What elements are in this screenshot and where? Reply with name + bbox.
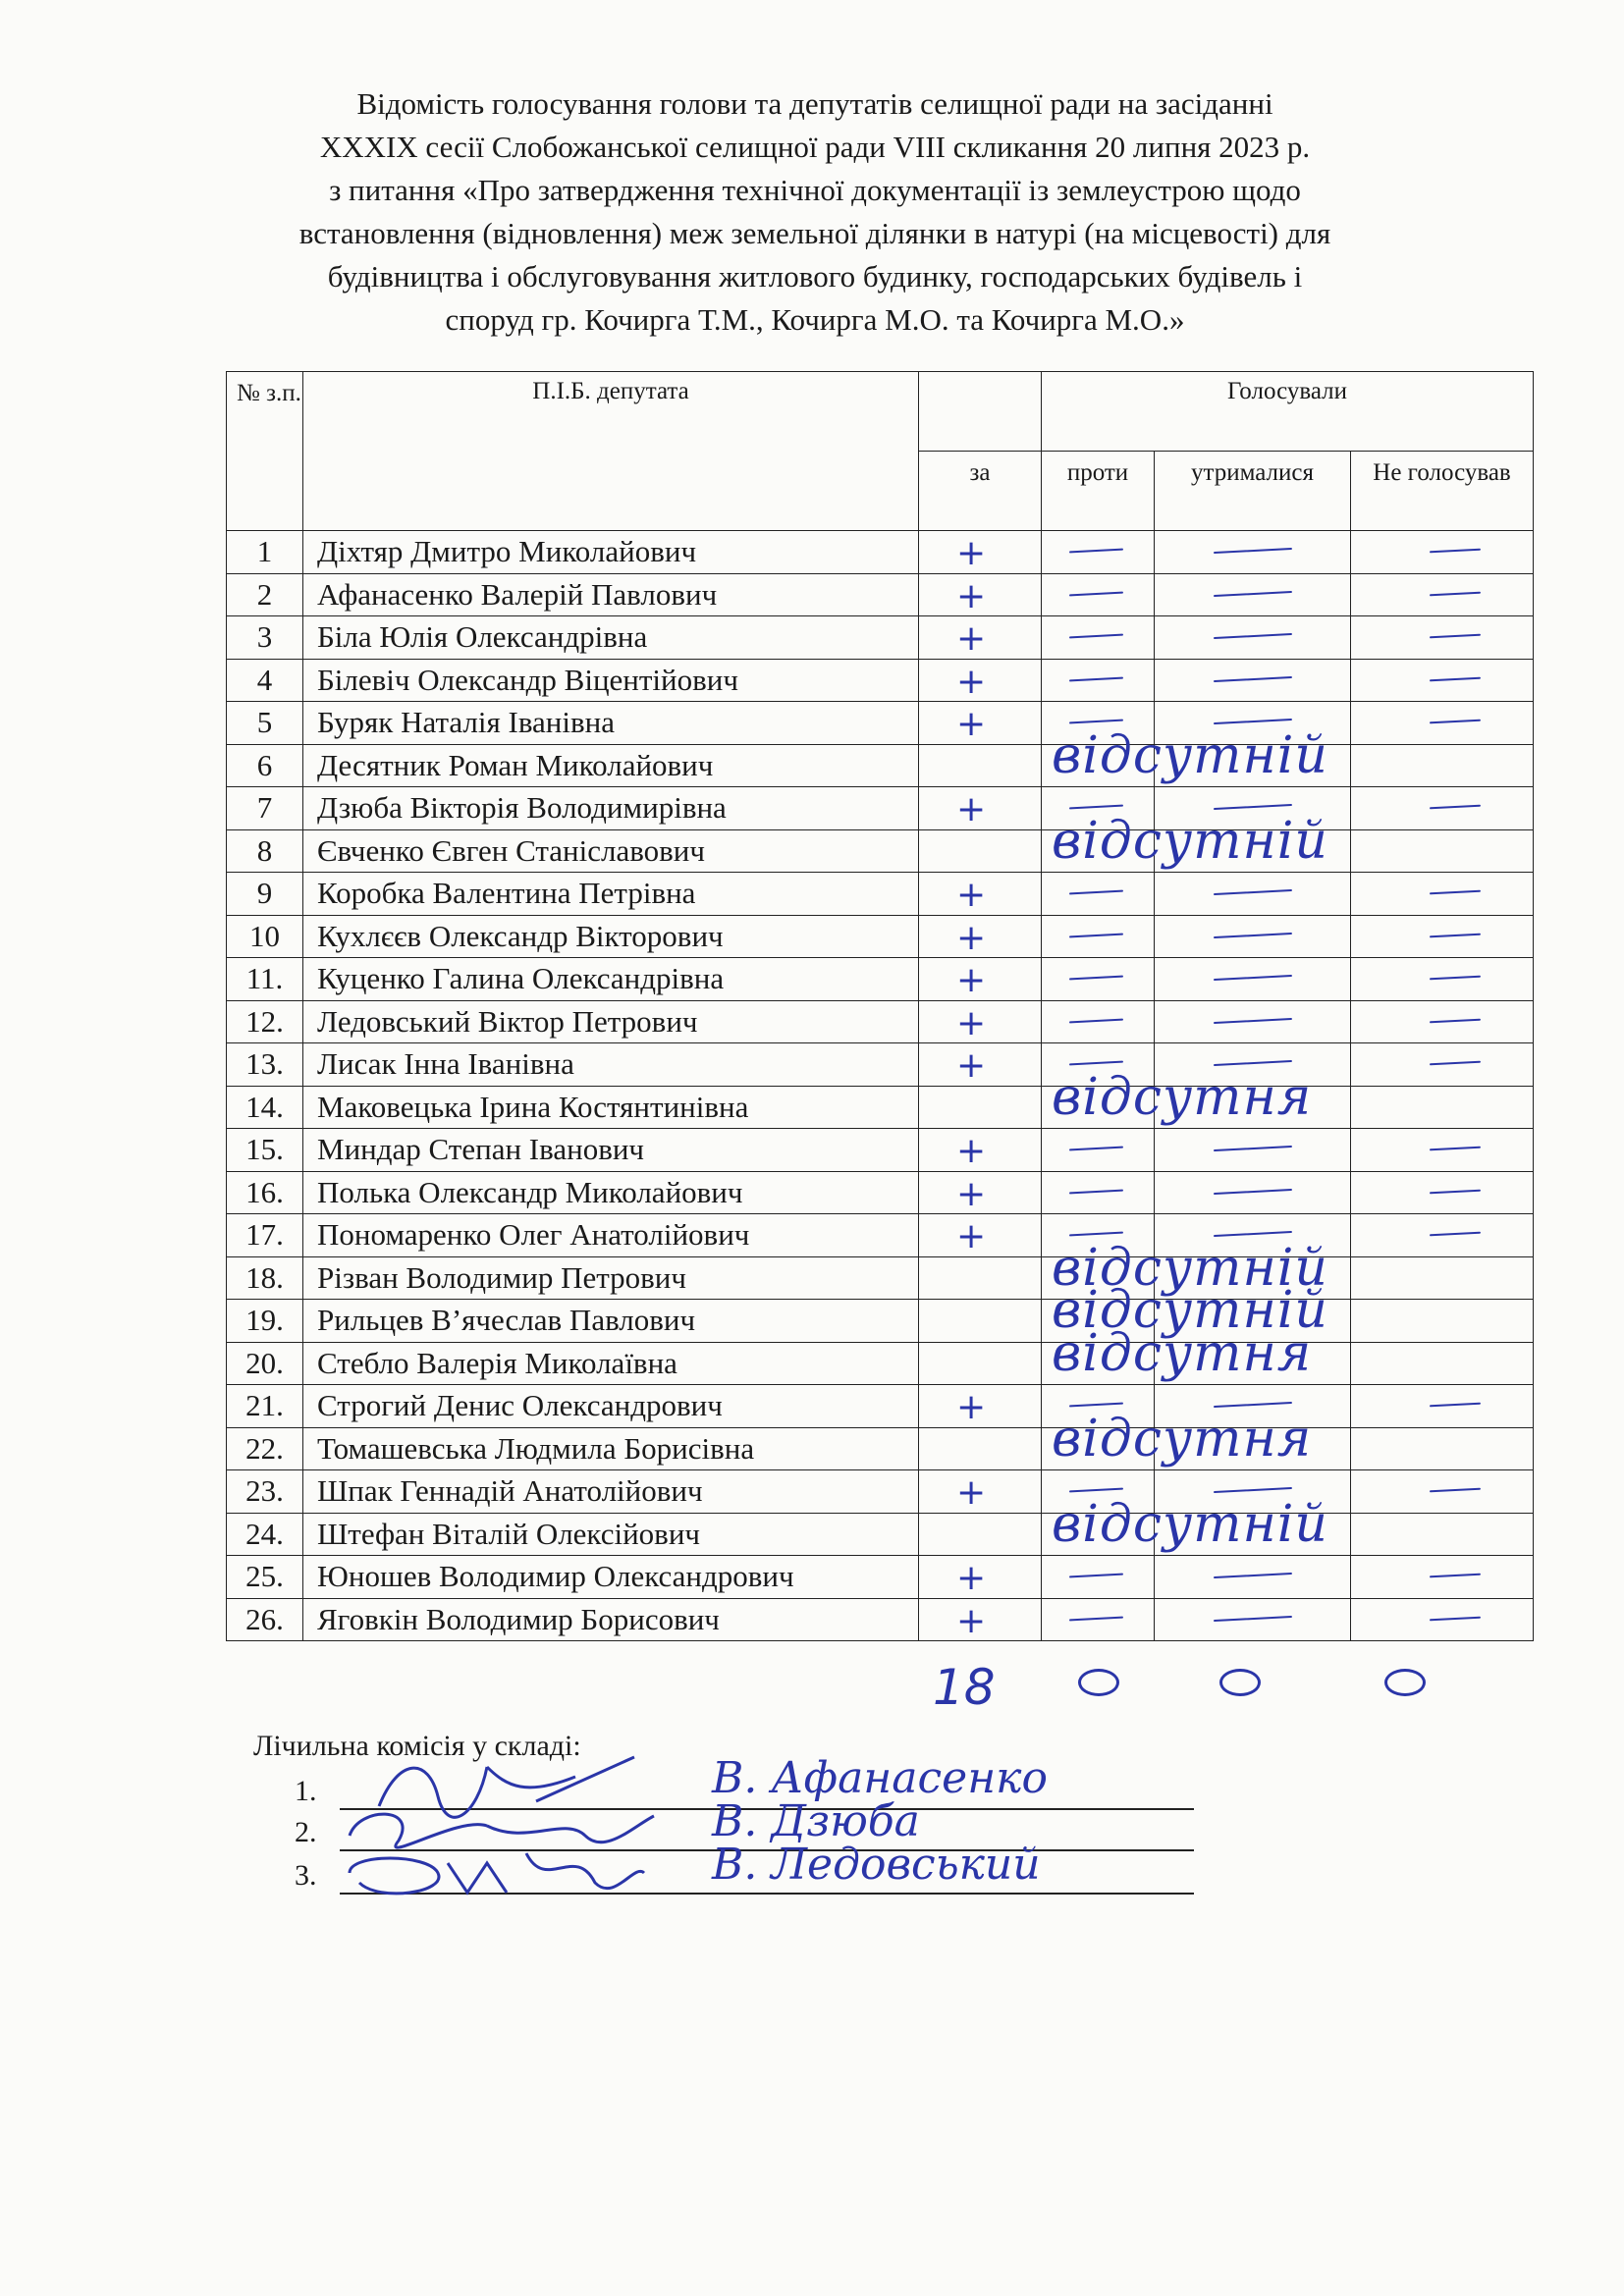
vote-for-cell bbox=[919, 1171, 1042, 1214]
dash-mark bbox=[1214, 675, 1292, 681]
vote-abstain-cell bbox=[1155, 873, 1351, 916]
vote-for-cell bbox=[919, 1067, 1313, 1129]
vote-for-mark: + bbox=[956, 1558, 987, 1598]
dash-mark bbox=[1069, 1018, 1123, 1023]
absent-note: відсутній bbox=[1052, 1281, 1328, 1340]
table-row bbox=[227, 1300, 1534, 1343]
dash-mark bbox=[1214, 932, 1292, 937]
table-row bbox=[227, 1342, 1534, 1385]
table-row bbox=[227, 616, 1534, 660]
vote-abstain-cell bbox=[1155, 659, 1351, 702]
vote-against-cell bbox=[1042, 958, 1155, 1001]
table-row bbox=[227, 873, 1534, 916]
vote-for-mark: + bbox=[956, 1600, 987, 1641]
vote-for-mark: + bbox=[956, 917, 987, 958]
row-number: 26. bbox=[227, 1598, 303, 1641]
row-number: 5 bbox=[227, 702, 303, 745]
dash-mark bbox=[1214, 548, 1292, 554]
deputy-name: Яговкін Володимир Борисович bbox=[303, 1598, 919, 1641]
dash-mark bbox=[1214, 1060, 1292, 1066]
header-deputy-name: П.І.Б. депутата bbox=[303, 372, 919, 531]
vote-for-cell bbox=[919, 811, 1328, 873]
document-header bbox=[226, 82, 1404, 342]
vote-not-voted-cell bbox=[1351, 573, 1534, 616]
commission-member-name-1: В. Афанасенко bbox=[712, 1753, 1048, 1803]
vote-for-mark: + bbox=[956, 661, 987, 702]
absent-note: відсутній bbox=[1052, 1238, 1328, 1298]
row-number: 9 bbox=[227, 873, 303, 916]
deputy-name: Коробка Валентина Петрівна bbox=[303, 873, 919, 916]
table-row bbox=[227, 1043, 1534, 1087]
voting-table-body bbox=[227, 531, 1534, 1641]
dash-mark bbox=[1069, 1061, 1123, 1066]
vote-not-voted-cell bbox=[1351, 702, 1534, 745]
vote-abstain-cell bbox=[1155, 1129, 1351, 1172]
row-number: 12. bbox=[227, 1000, 303, 1043]
table-row bbox=[227, 1256, 1534, 1300]
vote-for-cell bbox=[919, 702, 1042, 745]
row-number: 7 bbox=[227, 787, 303, 830]
dash-mark bbox=[1430, 1616, 1481, 1621]
deputy-name: Білевіч Олександр Віцентійович bbox=[303, 659, 919, 702]
deputy-name: Юношев Володимир Олександрович bbox=[303, 1556, 919, 1599]
dash-mark bbox=[1069, 549, 1123, 554]
table-row bbox=[227, 1513, 1534, 1556]
dash-mark bbox=[1069, 1488, 1123, 1493]
dash-mark bbox=[1069, 1574, 1123, 1578]
dash-mark bbox=[1214, 1487, 1292, 1493]
table-row bbox=[227, 1129, 1534, 1172]
vote-not-voted-cell bbox=[1351, 1598, 1534, 1641]
vote-for-cell bbox=[919, 787, 1042, 830]
vote-for-mark: + bbox=[956, 1216, 987, 1256]
row-number: 23. bbox=[227, 1470, 303, 1514]
deputy-name: Пономаренко Олег Анатолійович bbox=[303, 1214, 919, 1257]
deputy-name: Стебло Валерія Миколаївна bbox=[303, 1342, 919, 1385]
vote-for-cell bbox=[919, 1129, 1042, 1172]
vote-abstain-cell bbox=[1155, 1171, 1351, 1214]
table-row bbox=[227, 659, 1534, 702]
vote-for-cell bbox=[919, 958, 1042, 1001]
vote-not-voted-cell bbox=[1351, 1342, 1534, 1385]
deputy-name: Штефан Віталій Олексійович bbox=[303, 1513, 919, 1556]
dash-mark bbox=[1069, 1147, 1123, 1151]
deputy-name: Дзюба Вікторія Володимирівна bbox=[303, 787, 919, 830]
vote-for-cell bbox=[919, 659, 1042, 702]
vote-for-cell bbox=[919, 915, 1042, 958]
commission-title: Лічильна комісія у складі: bbox=[253, 1730, 581, 1762]
dash-mark bbox=[1430, 890, 1481, 895]
header-not-voted: Не голосував bbox=[1351, 452, 1534, 531]
header-number: № з.п. bbox=[227, 372, 303, 531]
header-for: за bbox=[919, 452, 1042, 531]
vote-for-mark: + bbox=[956, 875, 987, 915]
deputy-name: Полька Олександр Миколайович bbox=[303, 1171, 919, 1214]
vote-for-mark: + bbox=[956, 789, 987, 829]
dash-mark bbox=[1069, 591, 1123, 596]
vote-for-cell bbox=[919, 531, 1042, 574]
deputy-name: Миндар Степан Іванович bbox=[303, 1129, 919, 1172]
row-number: 14. bbox=[227, 1086, 303, 1129]
dash-mark bbox=[1430, 591, 1481, 596]
signature-scribble-3 bbox=[340, 1834, 664, 1912]
dash-mark bbox=[1069, 720, 1123, 724]
dash-mark bbox=[1069, 676, 1123, 681]
dash-mark bbox=[1430, 1189, 1481, 1194]
vote-abstain-cell bbox=[1155, 1556, 1351, 1599]
dash-mark bbox=[1430, 933, 1481, 937]
vote-for-mark: + bbox=[956, 1387, 987, 1427]
vote-for-cell bbox=[919, 1598, 1042, 1641]
vote-not-voted-cell bbox=[1351, 829, 1534, 873]
row-number: 6 bbox=[227, 744, 303, 787]
row-number: 25. bbox=[227, 1556, 303, 1599]
vote-not-voted-cell bbox=[1351, 1214, 1534, 1257]
dash-mark bbox=[1214, 889, 1292, 895]
vote-not-voted-cell bbox=[1351, 873, 1534, 916]
commission-member-name-3: В. Ледовський bbox=[712, 1840, 1041, 1890]
dash-mark bbox=[1430, 1147, 1481, 1151]
dash-mark bbox=[1430, 1061, 1481, 1066]
vote-for-cell bbox=[919, 1494, 1328, 1556]
vote-not-voted-cell bbox=[1351, 531, 1534, 574]
deputy-name: Десятник Роман Миколайович bbox=[303, 744, 919, 787]
vote-for-cell bbox=[919, 1000, 1042, 1043]
absent-note: відсутній bbox=[1052, 811, 1328, 871]
table-row bbox=[227, 958, 1534, 1001]
row-number: 1 bbox=[227, 531, 303, 574]
table-row bbox=[227, 1000, 1534, 1043]
row-number: 20. bbox=[227, 1342, 303, 1385]
vote-not-voted-cell bbox=[1351, 1129, 1534, 1172]
vote-for-mark: + bbox=[956, 1472, 987, 1513]
dash-mark bbox=[1214, 1188, 1292, 1194]
dash-mark bbox=[1069, 805, 1123, 810]
header-abstain: утрималися bbox=[1155, 452, 1351, 531]
header-line-4: встановлення (відновлення) меж земельної ділянки в натурі (на місцевості) для bbox=[298, 216, 1331, 250]
vote-not-voted-cell bbox=[1351, 659, 1534, 702]
table-row bbox=[227, 915, 1534, 958]
vote-abstain-cell bbox=[1155, 1598, 1351, 1641]
commission-member-number-2: 2. bbox=[295, 1816, 317, 1848]
dash-mark bbox=[1430, 720, 1481, 724]
vote-not-voted-cell bbox=[1351, 616, 1534, 660]
dash-mark bbox=[1214, 1017, 1292, 1023]
absent-note: відсутній bbox=[1052, 1494, 1328, 1554]
deputy-name: Строгий Денис Олександрович bbox=[303, 1385, 919, 1428]
row-number: 18. bbox=[227, 1256, 303, 1300]
vote-against-cell bbox=[1042, 1556, 1155, 1599]
vote-for-mark: + bbox=[956, 575, 987, 616]
row-number: 11. bbox=[227, 958, 303, 1001]
vote-for-mark: + bbox=[956, 1173, 987, 1214]
row-number: 24. bbox=[227, 1513, 303, 1556]
dash-mark bbox=[1214, 590, 1292, 596]
vote-abstain-cell bbox=[1155, 616, 1351, 660]
dash-mark bbox=[1430, 976, 1481, 981]
dash-mark bbox=[1069, 1403, 1123, 1408]
dash-mark bbox=[1430, 805, 1481, 810]
table-row bbox=[227, 531, 1534, 574]
table-row bbox=[227, 1470, 1534, 1514]
table-row bbox=[227, 1086, 1534, 1129]
vote-for-cell bbox=[919, 1385, 1042, 1428]
header-voted: Голосували bbox=[1042, 372, 1534, 452]
row-number: 2 bbox=[227, 573, 303, 616]
header-line-3: з питання «Про затвердження технічної документації із землеустрою щодо bbox=[329, 173, 1301, 207]
vote-not-voted-cell bbox=[1351, 787, 1534, 830]
deputy-name: Шпак Геннадій Анатолійович bbox=[303, 1470, 919, 1514]
dash-mark bbox=[1430, 676, 1481, 681]
total-against-zero-mark bbox=[1078, 1669, 1119, 1696]
table-row bbox=[227, 1214, 1534, 1257]
dash-mark bbox=[1430, 634, 1481, 639]
vote-not-voted-cell bbox=[1351, 958, 1534, 1001]
vote-against-cell bbox=[1042, 616, 1155, 660]
dash-mark bbox=[1214, 1615, 1292, 1621]
vote-for-mark: + bbox=[956, 1045, 987, 1086]
vote-not-voted-cell bbox=[1351, 1556, 1534, 1599]
deputy-name: Маковецька Ірина Костянтинівна bbox=[303, 1086, 919, 1129]
vote-not-voted-cell bbox=[1351, 1086, 1534, 1129]
row-number: 21. bbox=[227, 1385, 303, 1428]
row-number: 4 bbox=[227, 659, 303, 702]
dash-mark bbox=[1430, 1488, 1481, 1493]
total-for: 18 bbox=[933, 1659, 996, 1716]
dash-mark bbox=[1214, 719, 1292, 724]
vote-not-voted-cell bbox=[1351, 1171, 1534, 1214]
vote-for-mark: + bbox=[956, 533, 987, 573]
table-row bbox=[227, 1171, 1534, 1214]
dash-mark bbox=[1069, 933, 1123, 937]
vote-for-cell bbox=[919, 1238, 1328, 1300]
absent-note: відсутня bbox=[1052, 1409, 1313, 1468]
vote-for-mark: + bbox=[956, 960, 987, 1000]
vote-for-cell bbox=[919, 616, 1042, 660]
deputy-name: Євченко Євген Станіславович bbox=[303, 829, 919, 873]
header-line-6: споруд гр. Кочирга Т.М., Кочирга М.О. та Кочирга М.О.» bbox=[445, 302, 1185, 337]
header-empty bbox=[919, 372, 1042, 452]
vote-for-cell bbox=[919, 873, 1042, 916]
row-number: 15. bbox=[227, 1129, 303, 1172]
dash-mark bbox=[1069, 1232, 1123, 1237]
vote-for-cell bbox=[919, 1323, 1313, 1385]
vote-for-cell bbox=[919, 725, 1328, 787]
voting-table bbox=[226, 371, 1534, 1641]
table-row bbox=[227, 1385, 1534, 1428]
vote-not-voted-cell bbox=[1351, 915, 1534, 958]
vote-for-mark: + bbox=[956, 1002, 987, 1043]
header-line-2: XXXIX сесії Слобожанської селищної ради VIII скликання 20 липня 2023 р. bbox=[319, 130, 1311, 164]
row-number: 19. bbox=[227, 1300, 303, 1343]
header-against: проти bbox=[1042, 452, 1155, 531]
vote-against-cell bbox=[1042, 915, 1155, 958]
dash-mark bbox=[1214, 975, 1292, 981]
vote-for-cell bbox=[919, 1556, 1042, 1599]
header-line-5: будівництва і обслуговування житлового будинку, господарських будівель і bbox=[327, 259, 1303, 294]
vote-for-mark: + bbox=[956, 704, 987, 744]
vote-for-cell bbox=[919, 1214, 1042, 1257]
dash-mark bbox=[1430, 1018, 1481, 1023]
total-abstain-zero-mark bbox=[1219, 1669, 1261, 1696]
vote-not-voted-cell bbox=[1351, 1256, 1534, 1300]
vote-against-cell bbox=[1042, 1129, 1155, 1172]
dash-mark bbox=[1069, 634, 1123, 639]
commission-member-number-3: 3. bbox=[295, 1859, 317, 1892]
vote-against-cell bbox=[1042, 659, 1155, 702]
vote-not-voted-cell bbox=[1351, 1300, 1534, 1343]
dash-mark bbox=[1214, 1402, 1292, 1408]
table-row bbox=[227, 787, 1534, 830]
dash-mark bbox=[1214, 804, 1292, 810]
dash-mark bbox=[1430, 1574, 1481, 1578]
dash-mark bbox=[1069, 1189, 1123, 1194]
deputy-name: Буряк Наталія Іванівна bbox=[303, 702, 919, 745]
vote-not-voted-cell bbox=[1351, 1427, 1534, 1470]
table-row bbox=[227, 702, 1534, 745]
vote-not-voted-cell bbox=[1351, 1000, 1534, 1043]
dash-mark bbox=[1214, 633, 1292, 639]
vote-abstain-cell bbox=[1155, 531, 1351, 574]
dash-mark bbox=[1069, 890, 1123, 895]
vote-against-cell bbox=[1042, 1000, 1155, 1043]
commission-member-name-2: В. Дзюба bbox=[712, 1796, 920, 1846]
vote-abstain-cell bbox=[1155, 958, 1351, 1001]
absent-note: відсутній bbox=[1052, 725, 1328, 785]
dash-mark bbox=[1069, 976, 1123, 981]
deputy-name: Томашевська Людмила Борисівна bbox=[303, 1427, 919, 1470]
dash-mark bbox=[1214, 1573, 1292, 1578]
vote-for-mark: + bbox=[956, 1131, 987, 1171]
table-row bbox=[227, 829, 1534, 873]
vote-abstain-cell bbox=[1155, 915, 1351, 958]
deputy-name: Рильцев В’ячеслав Павлович bbox=[303, 1300, 919, 1343]
deputy-name: Різван Володимир Петрович bbox=[303, 1256, 919, 1300]
vote-against-cell bbox=[1042, 1598, 1155, 1641]
vote-against-cell bbox=[1042, 1171, 1155, 1214]
vote-abstain-cell bbox=[1155, 573, 1351, 616]
deputy-name: Кухлєєв Олександр Вікторович bbox=[303, 915, 919, 958]
row-number: 13. bbox=[227, 1043, 303, 1087]
deputy-name: Ледовський Віктор Петрович bbox=[303, 1000, 919, 1043]
vote-not-voted-cell bbox=[1351, 1043, 1534, 1087]
vote-against-cell bbox=[1042, 531, 1155, 574]
dash-mark bbox=[1069, 1616, 1123, 1621]
row-number: 17. bbox=[227, 1214, 303, 1257]
vote-not-voted-cell bbox=[1351, 1470, 1534, 1514]
vote-for-cell bbox=[919, 1043, 1042, 1087]
dash-mark bbox=[1430, 1232, 1481, 1237]
header-line-1: Відомість голосування голови та депутатів селищної ради на засіданні bbox=[356, 86, 1273, 121]
vote-not-voted-cell bbox=[1351, 744, 1534, 787]
table-row bbox=[227, 1598, 1534, 1641]
vote-against-cell bbox=[1042, 873, 1155, 916]
dash-mark bbox=[1214, 1146, 1292, 1151]
vote-abstain-cell bbox=[1155, 1000, 1351, 1043]
deputy-name: Афанасенко Валерій Павлович bbox=[303, 573, 919, 616]
vote-not-voted-cell bbox=[1351, 1513, 1534, 1556]
row-number: 22. bbox=[227, 1427, 303, 1470]
total-not-voted-zero-mark bbox=[1384, 1669, 1426, 1696]
vote-for-cell bbox=[919, 1470, 1042, 1514]
vote-not-voted-cell bbox=[1351, 1385, 1534, 1428]
vote-for-cell bbox=[919, 573, 1042, 616]
row-number: 10 bbox=[227, 915, 303, 958]
vote-for-mark: + bbox=[956, 618, 987, 659]
row-number: 16. bbox=[227, 1171, 303, 1214]
dash-mark bbox=[1430, 1403, 1481, 1408]
deputy-name: Куценко Галина Олександрівна bbox=[303, 958, 919, 1001]
row-number: 3 bbox=[227, 616, 303, 660]
commission-member-number-1: 1. bbox=[295, 1775, 317, 1807]
table-row bbox=[227, 744, 1534, 787]
vote-against-cell bbox=[1042, 573, 1155, 616]
row-number: 8 bbox=[227, 829, 303, 873]
vote-for-cell bbox=[919, 1409, 1313, 1470]
deputy-name: Лисак Інна Іванівна bbox=[303, 1043, 919, 1087]
absent-note: відсутня bbox=[1052, 1323, 1313, 1383]
vote-for-cell bbox=[919, 1281, 1328, 1343]
table-row bbox=[227, 1556, 1534, 1599]
dash-mark bbox=[1214, 1231, 1292, 1237]
table-row bbox=[227, 1427, 1534, 1470]
deputy-name: Біла Юлія Олександрівна bbox=[303, 616, 919, 660]
dash-mark bbox=[1430, 549, 1481, 554]
deputy-name: Діхтяр Дмитро Миколайович bbox=[303, 531, 919, 574]
absent-note: відсутня bbox=[1052, 1067, 1313, 1127]
table-row bbox=[227, 573, 1534, 616]
